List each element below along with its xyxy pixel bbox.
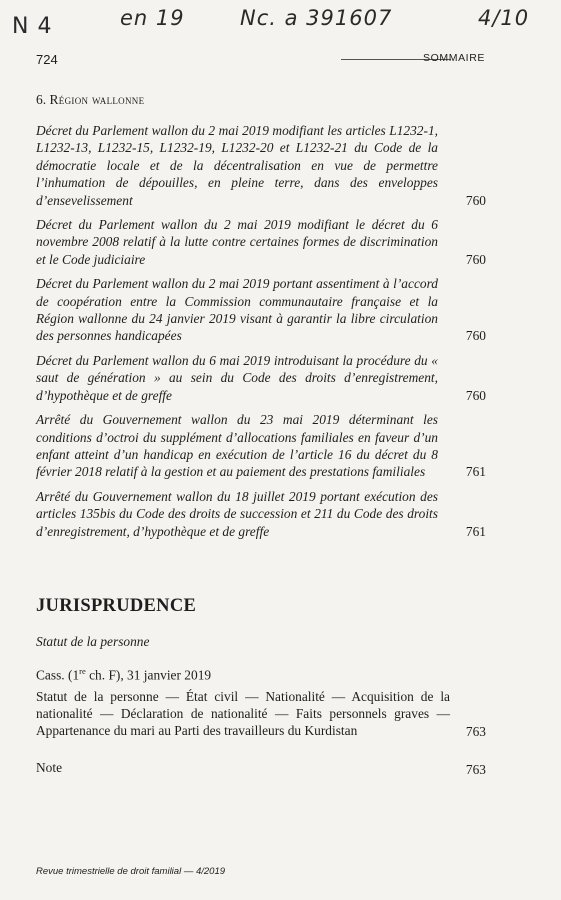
toc-entry	[36, 352, 486, 404]
note-page: 763	[465, 762, 486, 777]
toc-entry	[36, 488, 486, 540]
journal-footer: Revue trimestrielle de droit familial — 4/2019	[36, 866, 226, 877]
toc-entry	[36, 122, 486, 209]
toc-entry-page: 760	[465, 328, 486, 344]
toc-entry-page: 761	[465, 464, 486, 480]
note-entry	[36, 760, 486, 776]
page-header	[36, 52, 485, 72]
case-summary-page: 763	[465, 724, 486, 739]
toc-entry-text: Arrêté du Gouvernement wallon du 23 mai 2019 déterminant les conditions d’octroi du supplément d’allocations familiales en faveur d’un enfant atteint d’un handicap en exécution de l’article 16 du décret du 8 février 2018 relatif à la gestion et au paiement des prestations familiales	[36, 412, 438, 480]
section-number: 6.	[36, 92, 47, 107]
running-title: SOMMAIRE	[423, 52, 485, 64]
toc-entry-page: 761	[465, 523, 486, 539]
toc-entry-page: 760	[465, 251, 486, 267]
court-ordinal: re	[79, 666, 86, 676]
toc-entry	[36, 275, 486, 345]
handwritten-mark: N 4	[12, 14, 53, 39]
court-decision-reference	[36, 666, 211, 683]
case-summary-text: Statut de la personne — État civil — Nationalité — Acquisition de la nationalité — Déclaration de nationalité — Faits personnels graves — Appartenance du mari au Parti des travailleurs du Kurdistan	[36, 689, 450, 738]
toc-entry-text: Décret du Parlement wallon du 2 mai 2019 modifiant le décret du 6 novembre 2008 relatif à la lutte contre certaines formes de discrimination et le Code judiciaire	[36, 217, 438, 267]
handwritten-mark: 4/10	[478, 6, 530, 30]
jurisprudence-subheading: Statut de la personne	[36, 634, 150, 649]
handwritten-mark: en 19	[120, 6, 185, 30]
toc-entry-page: 760	[465, 387, 486, 403]
toc-entry-page: 760	[465, 192, 486, 208]
toc-entry-text: Décret du Parlement wallon du 6 mai 2019 introduisant la procédure du « saut de génération » au sein du Code des droits d’enregistrement, d’hypothèque et de greffe	[36, 352, 438, 403]
toc-entry	[36, 216, 486, 268]
case-summary	[36, 688, 486, 739]
section-title: Région wallonne	[49, 92, 145, 107]
toc-entry	[36, 411, 486, 481]
court-suffix: ch. F), 31 janvier 2019	[85, 667, 212, 683]
toc-entry-text: Décret du Parlement wallon du 2 mai 2019 modifiant les articles L1232-1, L1232-13, L1232-15, L1232-19, L1232-20 et L1232-21 du Code de la démocratie locale et de la décentralisation en vue de permettre l’inhumation de dépouilles, en pleine terre, dans des enveloppes d’ensevelissement	[36, 123, 438, 208]
handwritten-mark: Nc. a 391607	[240, 6, 393, 30]
page-number: 724	[36, 52, 58, 67]
court-prefix: Cass. (1	[36, 667, 80, 683]
jurisprudence-heading: JURISPRUDENCE	[36, 596, 197, 616]
note-label: Note	[36, 760, 63, 775]
toc-entries	[36, 122, 486, 547]
toc-entry-text: Décret du Parlement wallon du 2 mai 2019 portant assentiment à l’accord de coopération entre la Commission communautaire française et la Région wallonne du 24 janvier 2019 visant à garantir la libre circulation des personnes handicapées	[36, 276, 438, 344]
toc-entry-text: Arrêté du Gouvernement wallon du 18 juillet 2019 portant exécution des articles 135bis du Code des droits de succession et 211 du Code des droits d’enregistrement, d’hypothèque et de greffe	[36, 488, 438, 539]
section-heading	[36, 92, 144, 108]
